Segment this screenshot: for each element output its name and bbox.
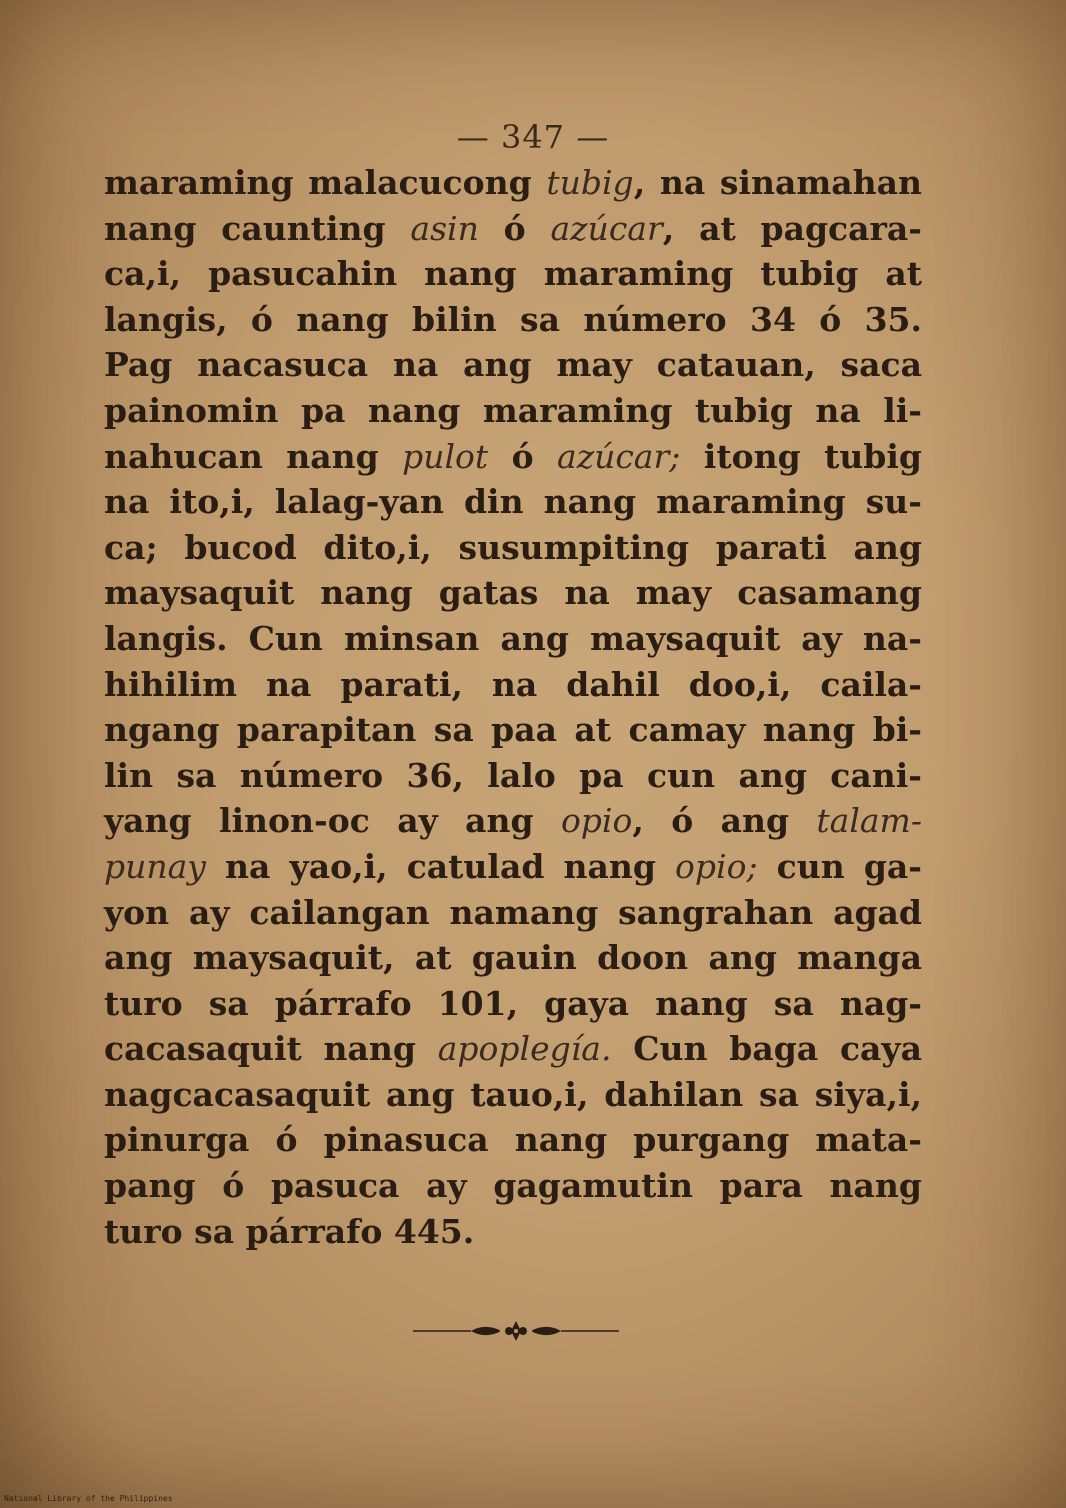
text-line (104, 160, 922, 206)
text-segment: ang maysaquit, at gauin doon ang manga (104, 938, 922, 978)
text-segment: langis, ó nang bilin sa número 34 ó 35. (104, 299, 922, 339)
text-segment: pinurga ó pinasuca nang purgang mata- (104, 1120, 922, 1160)
text-line (104, 479, 922, 525)
italic-term: tubig (546, 163, 634, 202)
text-segment: ó (488, 436, 558, 476)
text-line (104, 890, 922, 936)
text-line (104, 1209, 922, 1255)
text-line (104, 1163, 922, 1209)
text-segment: pang ó pasuca ay gagamutin para nang (104, 1166, 922, 1206)
text-segment: na ito,i, lalag-yan din nang maraming su- (104, 482, 922, 522)
italic-term: opio; (675, 846, 758, 886)
text-line (104, 844, 922, 890)
text-segment: na yao,i, catulad nang (205, 846, 676, 886)
text-segment: hihilim na parati, na dahil doo,i, caila- (104, 664, 922, 704)
italic-term: apoplegía. (437, 1029, 612, 1069)
text-segment: turo sa párrafo 101, gaya nang sa nag- (104, 983, 922, 1023)
text-segment: , at pagcara- (662, 208, 922, 248)
text-line (104, 616, 922, 662)
text-line (104, 251, 922, 297)
text-segment: turo sa párrafo 445. (104, 1211, 475, 1251)
text-segment: maraming malacucong (104, 163, 547, 202)
text-segment: Cun baga caya (611, 1029, 922, 1069)
text-segment: yon ay cailangan namang sangrahan agad (104, 892, 922, 932)
text-segment: lin sa número 36, lalo pa cun ang cani- (104, 755, 922, 795)
italic-term: asin (410, 208, 479, 248)
body-text (104, 160, 922, 1254)
text-line (104, 525, 922, 571)
text-line (104, 753, 922, 799)
text-segment: , ó ang (632, 801, 817, 841)
text-segment: ó (478, 208, 551, 248)
text-segment: cacasaquit nang (104, 1029, 438, 1069)
text-line (104, 1026, 922, 1072)
text-segment: painomin pa nang maraming tubig na li- (104, 390, 922, 430)
italic-term: pulot (402, 436, 489, 476)
text-segment: nang caunting (104, 208, 411, 248)
italic-term: azúcar (550, 208, 663, 248)
text-line (104, 1117, 922, 1163)
text-segment: ca; bucod dito,i, susumpiting parati ang (104, 527, 922, 567)
page-number: — 347 — (456, 118, 610, 156)
text-segment: nagcacasaquit ang tauo,i, dahilan sa siya,i, (104, 1074, 922, 1114)
text-line (104, 662, 922, 708)
text-line (104, 707, 922, 753)
text-line (104, 570, 922, 616)
italic-term: punay (104, 846, 206, 886)
text-segment: cun ga- (757, 846, 922, 886)
text-segment: yang linon-oc ay ang (104, 801, 561, 841)
text-line (104, 798, 922, 844)
text-segment: itong tubig (680, 436, 922, 476)
text-line (104, 342, 922, 388)
text-segment: nahucan nang (104, 436, 403, 476)
text-segment: ngang parapitan sa paa at camay nang bi- (104, 710, 922, 750)
text-segment: ca,i, pasucahin nang maraming tubig at (104, 254, 922, 294)
text-line (104, 206, 922, 252)
text-segment: langis. Cun minsan ang maysaquit ay na- (104, 618, 922, 658)
decorative-divider-icon (413, 1318, 619, 1344)
library-credit: National Library of the Philippines (4, 1494, 173, 1503)
text-line (104, 434, 922, 480)
text-line (104, 935, 922, 981)
italic-term: azúcar; (557, 436, 681, 476)
text-line (104, 297, 922, 343)
text-line (104, 981, 922, 1027)
text-line (104, 1072, 922, 1118)
text-line (104, 388, 922, 434)
italic-term: talam- (816, 801, 922, 841)
text-segment: Pag nacasuca na ang may catauan, saca (104, 345, 922, 385)
text-segment: , na sinamahan (633, 163, 922, 202)
text-segment: maysaquit nang gatas na may casamang (104, 573, 922, 613)
italic-term: opio (560, 801, 633, 841)
